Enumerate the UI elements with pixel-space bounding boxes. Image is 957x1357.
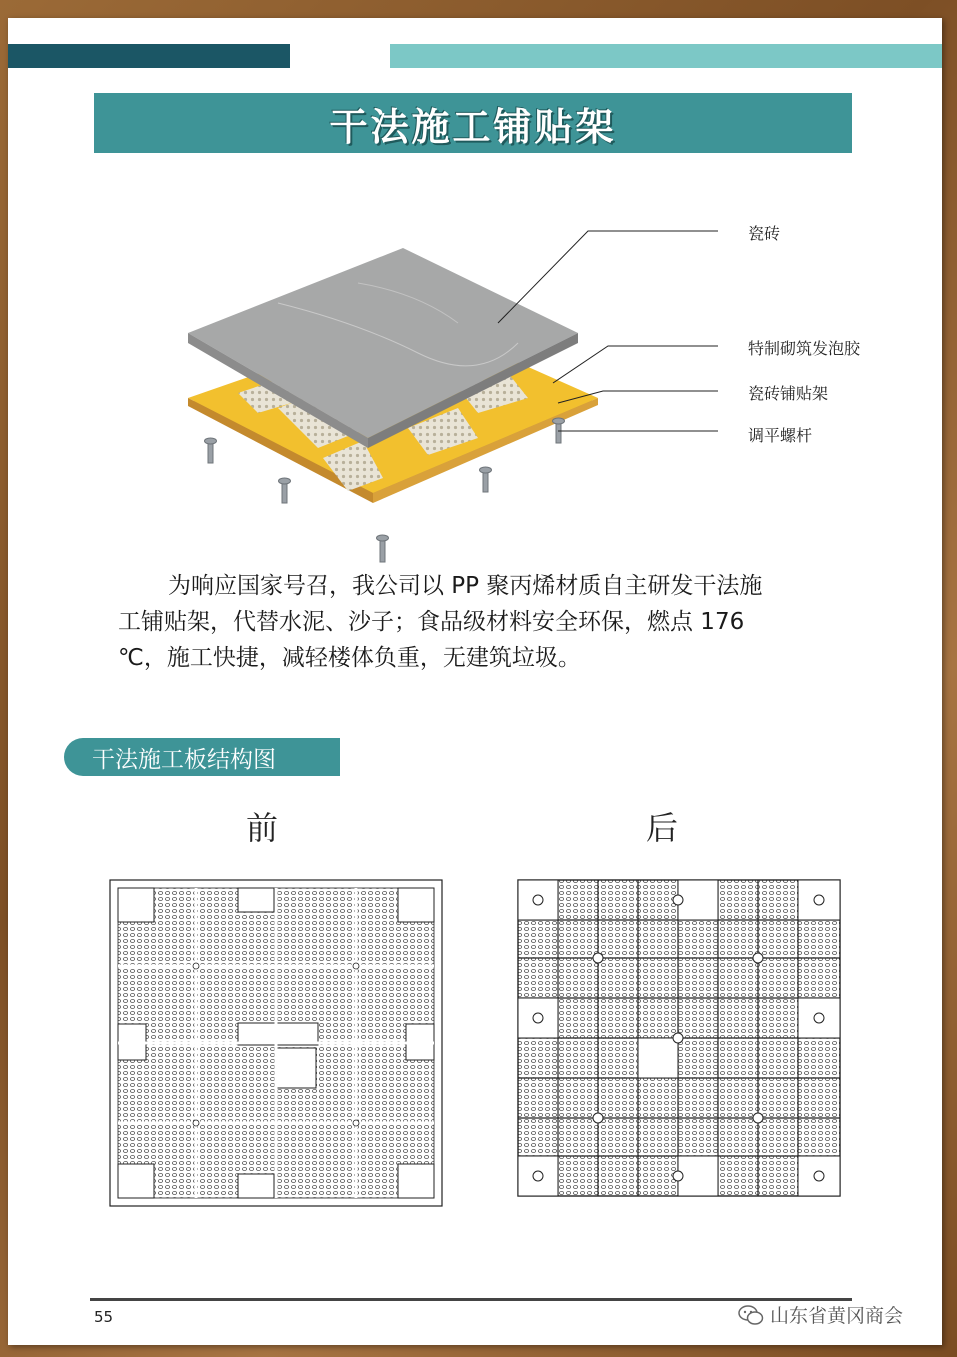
page-title: 干法施工铺贴架 <box>329 104 617 149</box>
watermark <box>738 1301 903 1328</box>
callout-foam: 特制砌筑发泡胶 <box>748 339 861 358</box>
wechat-icon <box>738 1304 764 1326</box>
exploded-tile-diagram <box>158 193 878 573</box>
back-plan-svg <box>516 878 842 1198</box>
callout-screw: 调平螺杆 <box>748 426 813 445</box>
description-line-2: 工铺贴架，代替水泥、沙子；食品级材料安全环保，燃点 176 <box>118 609 745 635</box>
section-heading <box>64 738 340 776</box>
callout-tile: 瓷砖 <box>748 224 781 243</box>
front-label: 前 <box>246 809 279 847</box>
description-paragraph <box>118 568 838 676</box>
back-label: 后 <box>646 809 679 847</box>
title-band <box>94 93 852 153</box>
header-bar-right <box>390 44 942 68</box>
front-plan-svg <box>108 878 444 1208</box>
page-number: 55 <box>94 1308 114 1326</box>
description-line-1: 为响应国家号召，我公司以 PP 聚丙烯材质自主研发干法施 <box>168 573 763 599</box>
document-page <box>8 18 942 1345</box>
front-plan-drawing <box>108 878 444 1208</box>
callout-frame: 瓷砖铺贴架 <box>748 384 829 403</box>
section-title: 干法施工板结构图 <box>92 746 276 773</box>
watermark-text: 山东省黄冈商会 <box>770 1305 904 1327</box>
back-plan-drawing <box>516 878 842 1198</box>
description-line-3: ℃，施工快捷，减轻楼体负重，无建筑垃圾。 <box>118 645 581 671</box>
header-bar-left <box>8 44 290 68</box>
